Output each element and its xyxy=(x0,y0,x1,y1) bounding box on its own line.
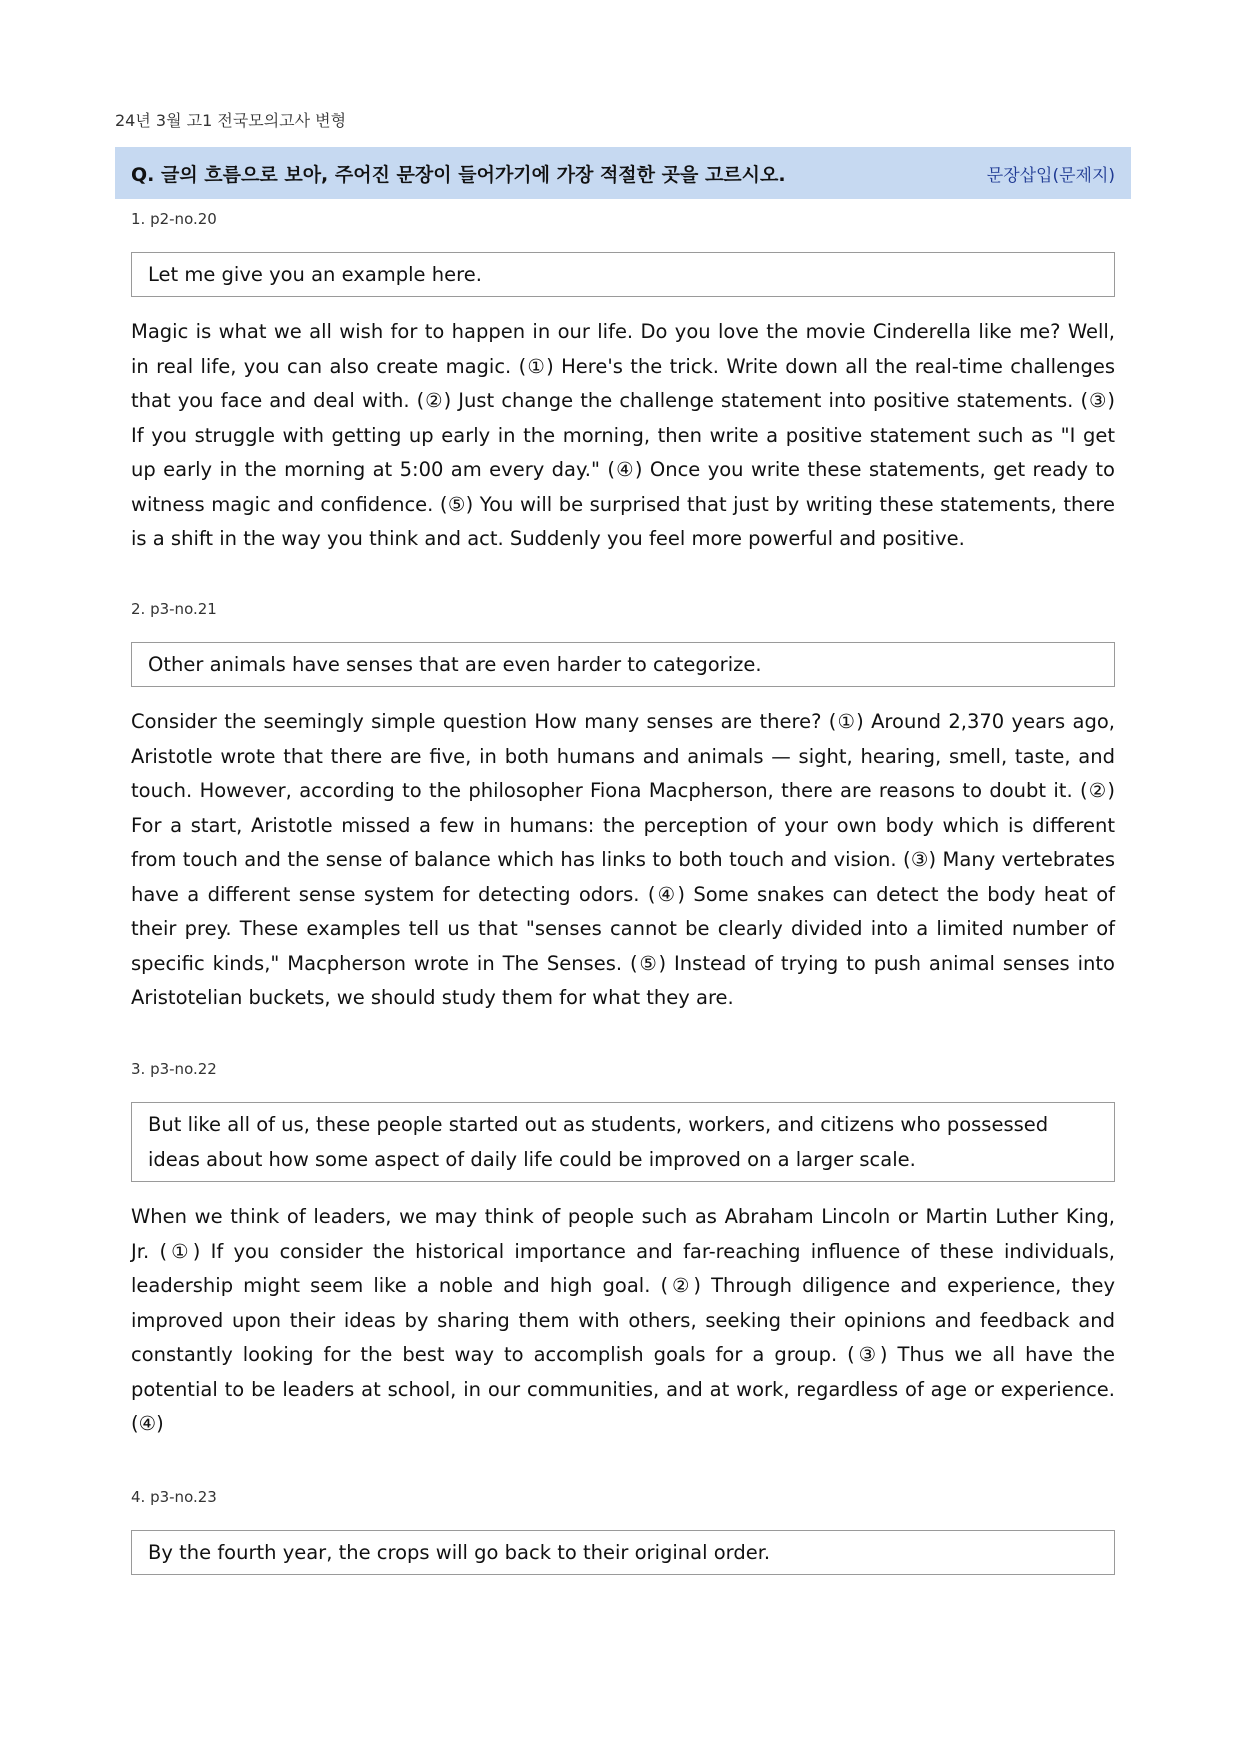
given-sentence-box: Let me give you an example here. xyxy=(131,252,1115,297)
given-sentence-box: By the fourth year, the crops will go back to their original order. xyxy=(131,1530,1115,1575)
given-sentence-box: But like all of us, these people started out as students, workers, and citizens who possessed ideas about how some aspect of daily life could be improved on a larger scale. xyxy=(131,1102,1115,1182)
item-label: 1. p2-no.20 xyxy=(131,210,217,228)
question-item-2 xyxy=(131,600,1115,1016)
question-type-tag: 문장삽입(문제지) xyxy=(986,165,1115,186)
question-text: Q. 글의 흐름으로 보아, 주어진 문장이 들어가기에 가장 적절한 곳을 고르시오. xyxy=(131,163,786,186)
question-item-4 xyxy=(131,1488,1115,1575)
question-item-3 xyxy=(131,1060,1115,1442)
passage-text: Magic is what we all wish for to happen in our life. Do you love the movie Cinderella like me? Well, in real life, you can also create magic. (①) Here's the trick. Write down all the real-time challenges that you face and deal with. (②) Just change the challenge statement into positive statements. (③) If you struggle with getting up early in the morning, then write a positive statement such as "I get up early in the morning at 5:00 am every day." (④) Once you write these statements, get ready to witness magic and confidence. (⑤) You will be surprised that just by writing these statements, there is a shift in the way you think and act. Suddenly you feel more powerful and positive. xyxy=(131,320,1115,550)
item-label: 2. p3-no.21 xyxy=(131,600,217,618)
exam-title: 24년 3월 고1 전국모의고사 변형 xyxy=(115,111,347,130)
item-label: 3. p3-no.22 xyxy=(131,1060,217,1078)
question-item-1 xyxy=(131,210,1115,557)
given-sentence-box: Other animals have senses that are even harder to categorize. xyxy=(131,642,1115,687)
passage-text: When we think of leaders, we may think of people such as Abraham Lincoln or Martin Luther King, Jr. (①) If you consider the historical importance and far-reaching influence of these individuals, leadership might seem like a noble and high goal. (②) Through diligence and experience, they improved upon their ideas by sharing them with others, seeking their opinions and feedback and constantly looking for the best way to accomplish goals for a group. (③) Thus we all have the potential to be leaders at school, in our communities, and at work, regardless of age or experience. (④) xyxy=(131,1205,1115,1435)
question-bar xyxy=(115,147,1131,199)
passage-text: Consider the seemingly simple question How many senses are there? (①) Around 2,370 years ago, Aristotle wrote that there are five, in both humans and animals — sight, hearing, smell, taste, and touch. However, according to the philosopher Fiona Macpherson, there are reasons to doubt it. (②) For a start, Aristotle missed a few in humans: the perception of your own body which is different from touch and the sense of balance which has links to both touch and vision. (③) Many vertebrates have a different sense system for detecting odors. (④) Some snakes can detect the body heat of their prey. These examples tell us that "senses cannot be clearly divided into a limited number of specific kinds," Macpherson wrote in The Senses. (⑤) Instead of trying to push animal senses into Aristotelian buckets, we should study them for what they are. xyxy=(131,710,1115,1009)
item-label: 4. p3-no.23 xyxy=(131,1488,217,1506)
